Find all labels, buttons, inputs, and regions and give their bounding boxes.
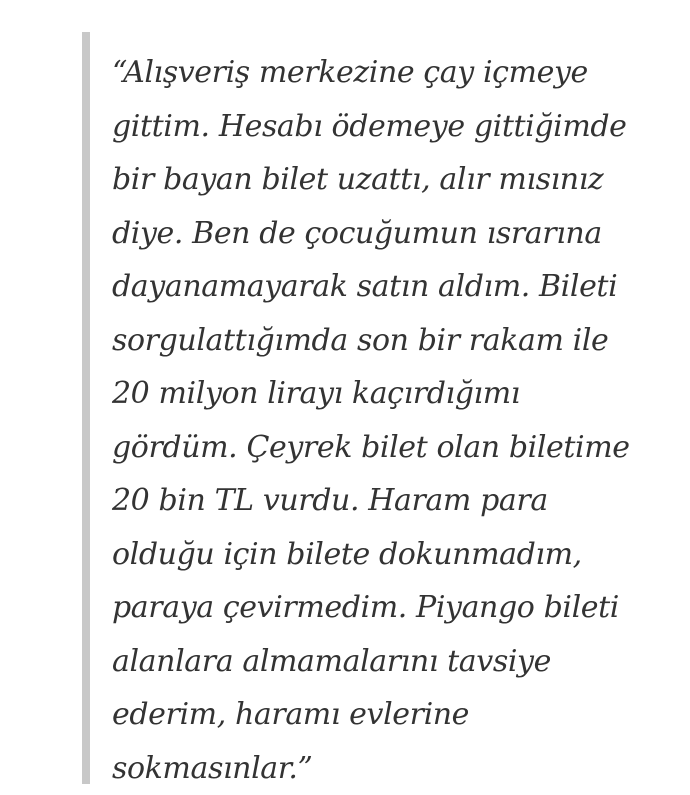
quote-line: ederim, haramı evlerine <box>112 688 690 742</box>
quote-line: 20 bin TL vurdu. Haram para <box>112 474 690 528</box>
quote-line: diye. Ben de çocuğumun ısrarına <box>112 207 690 261</box>
quote-line: olduğu için bilete dokunmadım, <box>112 528 690 582</box>
quote-line: dayanamayarak satın aldım. Bileti <box>112 260 690 314</box>
quote-text <box>112 46 690 795</box>
quote-line: alanlara almamalarını tavsiye <box>112 635 690 689</box>
blockquote <box>82 32 690 784</box>
quote-line: bir bayan bilet uzattı, alır mısınız <box>112 153 690 207</box>
quote-line: paraya çevirmedim. Piyango bileti <box>112 581 690 635</box>
quote-line: gördüm. Çeyrek bilet olan biletime <box>112 421 690 475</box>
quote-line: 20 milyon lirayı kaçırdığımı <box>112 367 690 421</box>
quote-line: “Alışveriş merkezine çay içmeye <box>112 46 690 100</box>
quote-line: gittim. Hesabı ödemeye gittiğimde <box>112 100 690 154</box>
quote-line: sokmasınlar.” <box>112 742 690 795</box>
quote-line: sorgulattığımda son bir rakam ile <box>112 314 690 368</box>
